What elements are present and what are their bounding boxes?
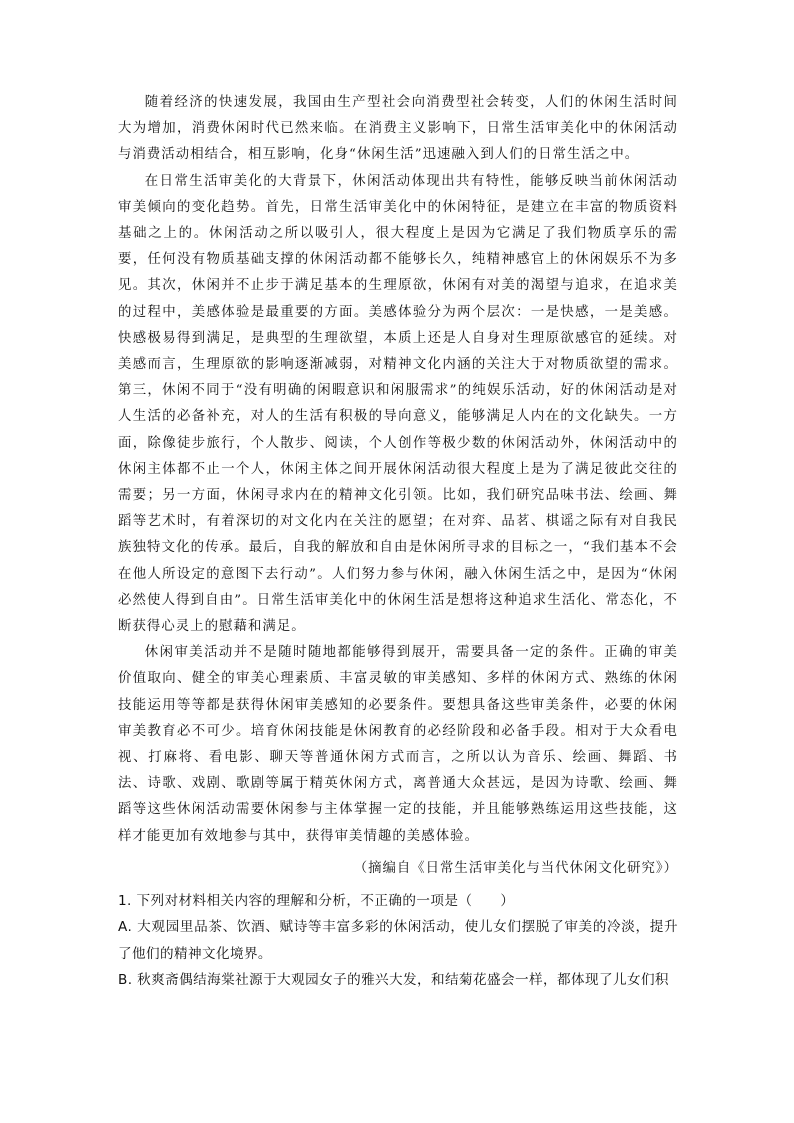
passage-source: （摘编自《日常生活审美化与当代休闲文化研究》）	[353, 860, 678, 876]
passage	[118, 90, 678, 882]
option-b: B. 秋爽斋偶结海棠社源于大观园女子的雅兴大发，和结菊花盛会一样，都体现了儿女们积	[118, 972, 669, 989]
passage-paragraph-2: 在日常生活审美化的大背景下，休闲活动体现出共有特性，能够反映当前休闲活动审美倾向的变化趋势。首先，日常生活审美化中的休闲特征，是建立在丰富的物质资料基础之上的。休闲活动之所以吸引人，很大程度上是因为它满足了我们物质享乐的需要，任何没有物质基础支撑的休闲活动都不能够长久，纯精神感官上的休闲娱乐不为多见。其次，休闲并不止步于满足基本的生理原欲，休闲有对美的渴望与追求，在追求美的过程中，美感体验是最重要的方面。美感体验分为两个层次：一是快感，一是美感。快感极易得到满足，是典型的生理欲望，本质上还是人自身对生理原欲感官的延续。对美感而言，生理原欲的影响逐渐减弱，对精神文化内涵的关注大于对物质欲望的需求。第三，休闲不同于“没有明确的闲暇意识和闲服需求”的纯娱乐活动，好的休闲活动是对人生活的必备补充，对人的生活有积极的导向意义，能够满足人内在的文化缺失。一方面，除像徒步旅行，个人散步、阅读，个人创作等极少数的休闲活动外，休闲活动中的休闲主体都不止一个人，休闲主体之间开展休闲活动很大程度上是为了满足彼此交往的需要；另一方面，休闲寻求内在的精神文化引领。比如，我们研究品味书法、绘画、舞蹈等艺术时，有着深切的对文化内在关注的愿望；在对弈、品茗、棋谣之际有对自我民族独特文化的传承。最后，自我的解放和自由是休闲所寻求的目标之一，“我们基本不会在他人所设定的意图下去行动”。人们努力参与休闲，融入休闲生活之中，是因为“休闲必然使人得到自由”。日常生活审美化中的休闲生活是想将这种追求生活化、常态化，不断获得心灵上的慰藉和满足。	[118, 173, 678, 635]
passage-paragraph-1: 随着经济的快速发展，我国由生产型社会向消费型社会转变，人们的休闲生活时间大为增加，消费休闲时代已然来临。在消费主义影响下，日常生活审美化中的休闲活动与消费活动相结合，相互影响，化身“休闲生活”迅速融入到人们的日常生活之中。	[118, 95, 678, 163]
question-block	[118, 888, 678, 994]
document-page	[118, 90, 678, 994]
option-a: A. 大观园里品茶、饮酒、赋诗等丰富多彩的休闲活动，使儿女们摆脱了审美的冷淡，提升了他们的精神文化境界。	[118, 919, 678, 962]
passage-paragraph-3: 休闲审美活动并不是随时随地都能够得到展开，需要具备一定的条件。正确的审美价值取向、健全的审美心理素质、丰富灵敏的审美感知、多样的休闲方式、熟练的休闲技能运用等等都是获得休闲审美感知的必要条件。要想具备这些审美条件，必要的休闲审美教育必不可少。培育休闲技能是休闲教育的必经阶段和必备手段。相对于大众看电视、打麻将、看电影、聊天等普通休闲方式而言，之所以认为音乐、绘画、舞蹈、书法、诗歌、戏剧、歌剧等属于精英休闲方式，离普通大众甚远，是因为诗歌、绘画、舞蹈等这些休闲活动需要休闲参与主体掌握一定的技能，并且能够熟练运用这些技能，这样才能更加有效地参与其中，获得审美情趣的美感体验。	[118, 645, 678, 844]
question-stem: 1. 下列对材料相关内容的理解和分析，不正确的一项是（ ）	[118, 892, 515, 909]
